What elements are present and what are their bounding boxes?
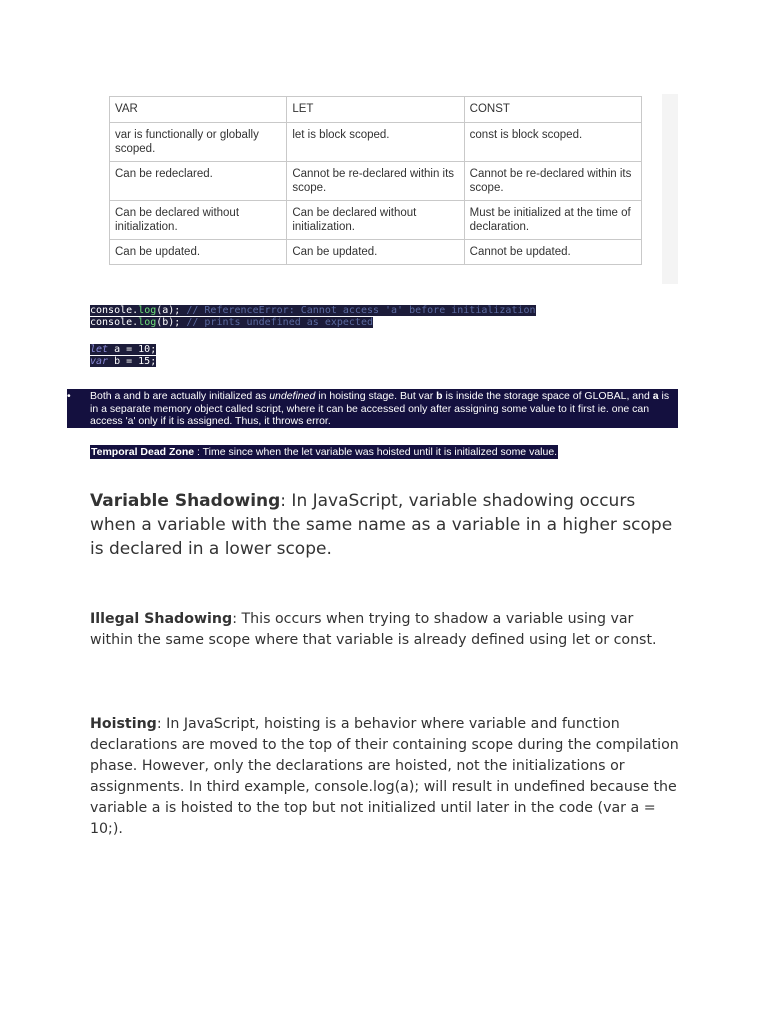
table-row [110,201,642,240]
table-cell: Can be declared without initialization. [287,201,464,240]
illegal-term: Illegal Shadowing [90,611,233,627]
illegal-shadowing-paragraph: Illegal Shadowing: This occurs when trying to shadow a variable using var within the same scope where that variable is already defined using let or const. [90,611,657,648]
table-header-row [110,97,642,123]
table-cell: Cannot be re-declared within its scope. [287,162,464,201]
table-cell: Can be declared without initialization. [110,201,287,240]
code-line: console.log(a); // ReferenceError: Cannot access 'a' before initialization [90,305,536,316]
table-cell: Can be updated. [110,240,287,265]
note-text: Both a and b are actually initialized as undefined in hoisting stage. But var b is inside the storage space of GLOBAL, and a is in a separate memory object called script, where it can be accessed only after assigning some value to it first ie. one can access 'a' only if it is assigned. Thus, it throws error. [90,390,670,427]
table-cell: let is block scoped. [287,123,464,162]
header-var: VAR [110,97,287,123]
comparison-table-image [109,96,642,265]
variable-shadowing-paragraph: Variable Shadowing: In JavaScript, variable shadowing occurs when a variable with the same name as a variable in a higher scope is declared in a lower scope. [90,491,673,559]
tdz-term: Temporal Dead Zone [91,446,195,458]
table-cell: Cannot be re-declared within its scope. [464,162,641,201]
table-row [110,162,642,201]
table-cell: Cannot be updated. [464,240,641,265]
code-snippet-declarations [90,344,156,368]
comparison-table [109,96,642,265]
side-scroll-strip [662,94,678,284]
table-cell: var is functionally or globally scoped. [110,123,287,162]
table-cell: Can be redeclared. [110,162,287,201]
table-cell: Can be updated. [287,240,464,265]
hoisting-term: Hoisting [90,716,157,732]
header-const: CONST [464,97,641,123]
code-line: let a = 10; [90,344,157,355]
header-let: LET [287,97,464,123]
tdz-definition: : Time since when the let variable was hoisted until it is initialized some value. [194,446,558,458]
code-line: console.log(b); // prints undefined as expected [90,317,373,328]
shadowing-term: Variable Shadowing [90,491,281,511]
table-row [110,240,642,265]
temporal-dead-zone-note [90,445,558,459]
hoisting-paragraph: Hoisting: In JavaScript, hoisting is a behavior where variable and function declarations are moved to the top of their containing scope during the compilation phase. However, only the declarations are hoisted, not the initializations or assignments. In third example, console.log(a); will result in undefined because the variable a is hoisted to the top but not initialized until later in the code (var a = 10;). [90,716,679,837]
bullet-marker: • [67,390,71,402]
code-snippet-console-log [90,305,536,329]
table-row [110,123,642,162]
table-cell: const is block scoped. [464,123,641,162]
hoisting-note [67,389,678,428]
code-line: var b = 15; [90,356,157,367]
table-cell: Must be initialized at the time of declaration. [464,201,641,240]
